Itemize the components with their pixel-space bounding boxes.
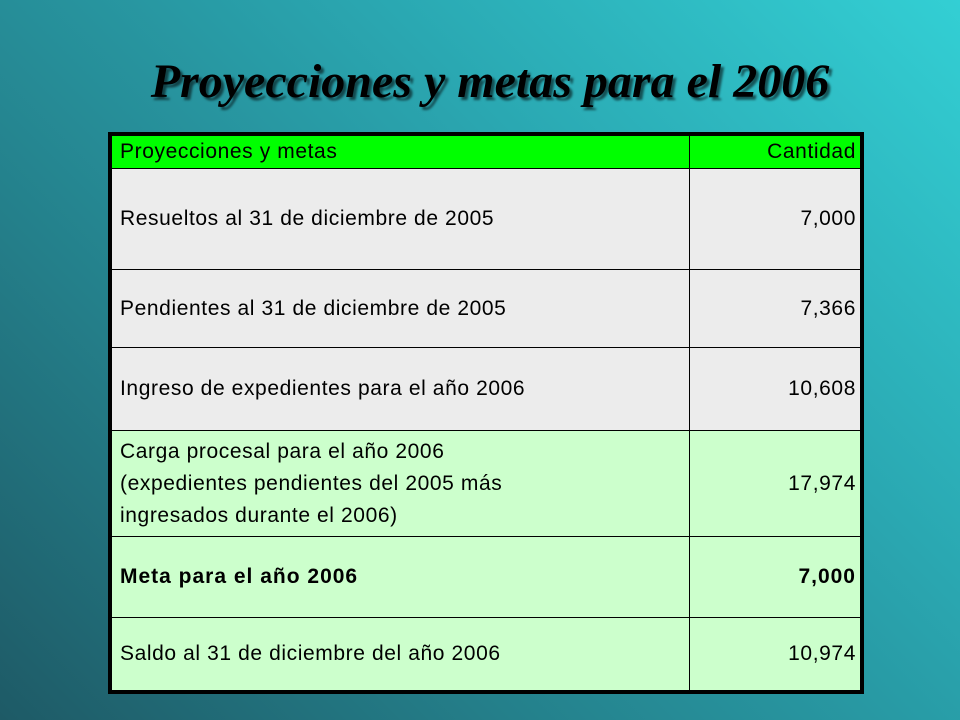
row-label-cell: Resueltos al 31 de diciembre de 2005: [110, 169, 689, 270]
table-row: [110, 348, 862, 431]
row-amount-cell: 10,974: [689, 617, 862, 692]
table-row: [110, 617, 862, 692]
table-row-goal: [110, 536, 862, 617]
header-amount-cell: Cantidad: [689, 134, 862, 169]
row-label-cell: Carga procesal para el año 2006 (expedientes pendientes del 2005 más ingresados durante el 2006): [110, 431, 689, 536]
row-label-cell: Meta para el año 2006: [110, 536, 689, 617]
row-amount-cell: 7,000: [689, 536, 862, 617]
row-amount-cell: 17,974: [689, 431, 862, 536]
table-row: [110, 169, 862, 270]
row-label-cell: Pendientes al 31 de diciembre de 2005: [110, 270, 689, 348]
slide-title: Proyecciones y metas para el 2006: [150, 55, 830, 108]
row-amount-cell: 7,366: [689, 270, 862, 348]
table-header-row: [110, 134, 862, 169]
row-label-cell: Ingreso de expedientes para el año 2006: [110, 348, 689, 431]
row-amount-cell: 10,608: [689, 348, 862, 431]
table-row: [110, 270, 862, 348]
projections-table: [108, 132, 864, 694]
table-row: [110, 431, 862, 536]
header-label-cell: Proyecciones y metas: [110, 134, 689, 169]
row-amount-cell: 7,000: [689, 169, 862, 270]
row-label-cell: Saldo al 31 de diciembre del año 2006: [110, 617, 689, 692]
